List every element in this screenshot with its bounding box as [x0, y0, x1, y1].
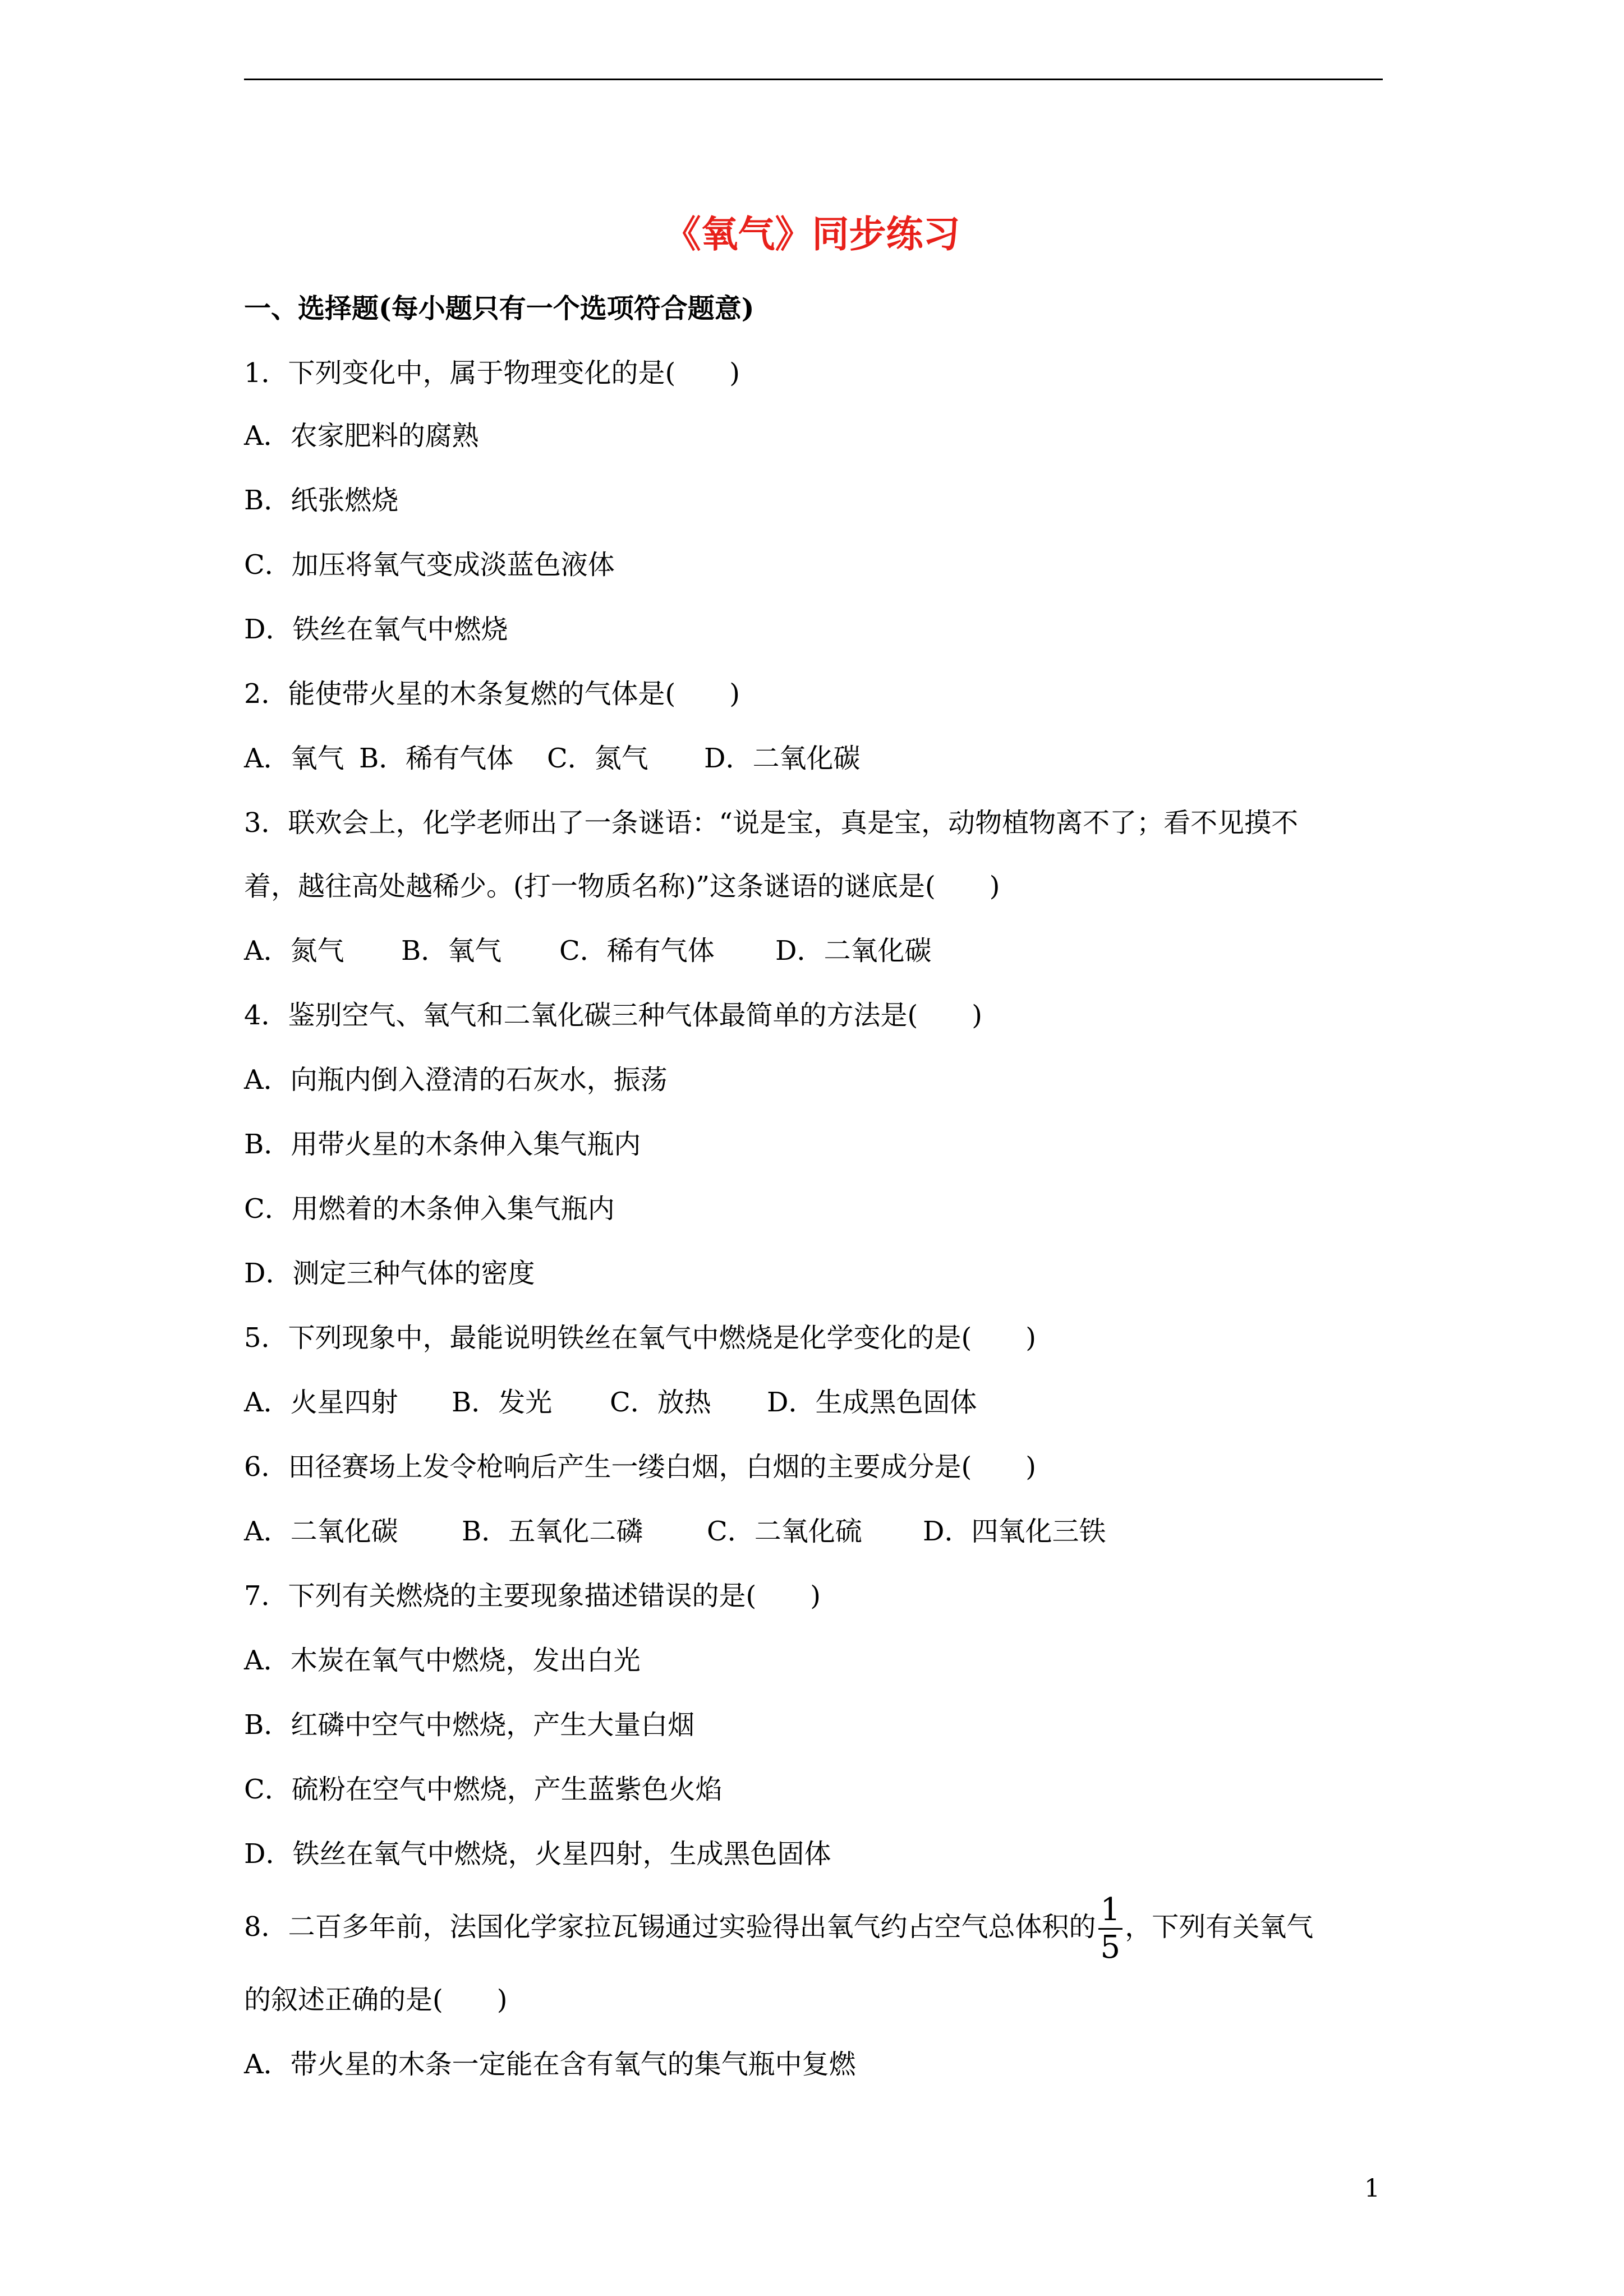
question-8-stem-line2: 的叙述正确的是( ): [244, 1984, 508, 2016]
question-4-option-b: B．用带火星的木条伸入集气瓶内: [244, 1129, 641, 1160]
fraction-denominator: 5: [1100, 1929, 1121, 1966]
question-5-option-a: A．火星四射: [244, 1387, 398, 1418]
question-7-option-c: C．硫粉在空气中燃烧，产生蓝紫色火焰: [244, 1774, 723, 1805]
question-8-stem-pre: 8．二百多年前，法国化学家拉瓦锡通过实验得出氧气约占空气总体积的: [244, 1911, 1096, 1943]
question-4-stem: 4．鉴别空气、氧气和二氧化碳三种气体最简单的方法是( ): [244, 1000, 982, 1031]
question-4-option-a: A．向瓶内倒入澄清的石灰水，振荡: [244, 1064, 668, 1096]
question-5-options: [244, 1383, 977, 1422]
fraction-one-fifth: [1098, 1892, 1123, 1966]
question-7-option-d: D．铁丝在氧气中燃烧，火星四射，生成黑色固体: [244, 1838, 831, 1870]
question-6-option-a: A．二氧化碳: [244, 1516, 398, 1547]
question-2-stem: 2．能使带火星的木条复燃的气体是( ): [244, 678, 740, 710]
page-title: 《氧气》同步练习: [664, 212, 960, 256]
question-2-option-c: C．氮气: [547, 743, 648, 774]
question-3-option-c: C．稀有气体: [559, 935, 715, 967]
fraction-numerator: 1: [1098, 1892, 1123, 1930]
question-8-option-a: A．带火星的木条一定能在含有氧气的集气瓶中复燃: [244, 2049, 856, 2080]
question-3-option-a: A．氮气: [244, 935, 344, 967]
question-7-option-a: A．木炭在氧气中燃烧，发出白光: [244, 1645, 641, 1676]
page-number: 1: [1364, 2174, 1380, 2203]
question-3-option-d: D．二氧化碳: [775, 935, 932, 967]
question-2-option-b: B．稀有气体: [359, 743, 514, 774]
question-6-options: [244, 1512, 1106, 1551]
question-6-option-c: C．二氧化硫: [707, 1516, 862, 1547]
question-3-options: [244, 931, 932, 970]
question-2-option-d: D．二氧化碳: [704, 743, 861, 774]
question-6-stem: 6．田径赛场上发令枪响后产生一缕白烟，白烟的主要成分是( ): [244, 1451, 1036, 1483]
question-1-stem: 1．下列变化中，属于物理变化的是( ): [244, 357, 740, 389]
question-7-stem: 7．下列有关燃烧的主要现象描述错误的是( ): [244, 1580, 821, 1612]
question-3-stem-line1: 3．联欢会上，化学老师出了一条谜语：“说是宝，真是宝，动物植物离不了；看不见摸不: [244, 807, 1299, 839]
question-7-option-b: B．红磷中空气中燃烧，产生大量白烟: [244, 1709, 695, 1741]
question-5-option-b: B．发光: [452, 1387, 553, 1418]
question-4-option-c: C．用燃着的木条伸入集气瓶内: [244, 1193, 615, 1225]
question-2-option-a: A．氧气: [244, 743, 344, 774]
question-4-option-d: D．测定三种气体的密度: [244, 1258, 535, 1289]
question-1-option-a: A．农家肥料的腐熟: [244, 420, 479, 452]
question-1-option-d: D．铁丝在氧气中燃烧: [244, 614, 508, 645]
question-3-stem-line2: 着，越往高处越稀少。(打一物质名称)”这条谜语的谜底是( ): [244, 871, 1000, 902]
question-8-stem-line1: [244, 1890, 1313, 1966]
section-heading: 一、选择题(每小题只有一个选项符合题意): [244, 293, 755, 324]
question-5-option-c: C．放热: [610, 1387, 711, 1418]
question-6-option-b: B．五氧化二磷: [462, 1516, 643, 1547]
question-6-option-d: D．四氧化三铁: [923, 1516, 1106, 1547]
question-2-options: [244, 739, 861, 778]
question-5-stem: 5．下列现象中，最能说明铁丝在氧气中燃烧是化学变化的是( ): [244, 1322, 1036, 1354]
question-8-stem-post: ，下列有关氧气: [1125, 1911, 1314, 1943]
question-5-option-d: D．生成黑色固体: [767, 1387, 977, 1418]
question-1-option-b: B．纸张燃烧: [244, 485, 399, 516]
header-rule: [244, 79, 1383, 80]
question-3-option-b: B．氧气: [401, 935, 502, 967]
question-1-option-c: C．加压将氧气变成淡蓝色液体: [244, 549, 615, 581]
